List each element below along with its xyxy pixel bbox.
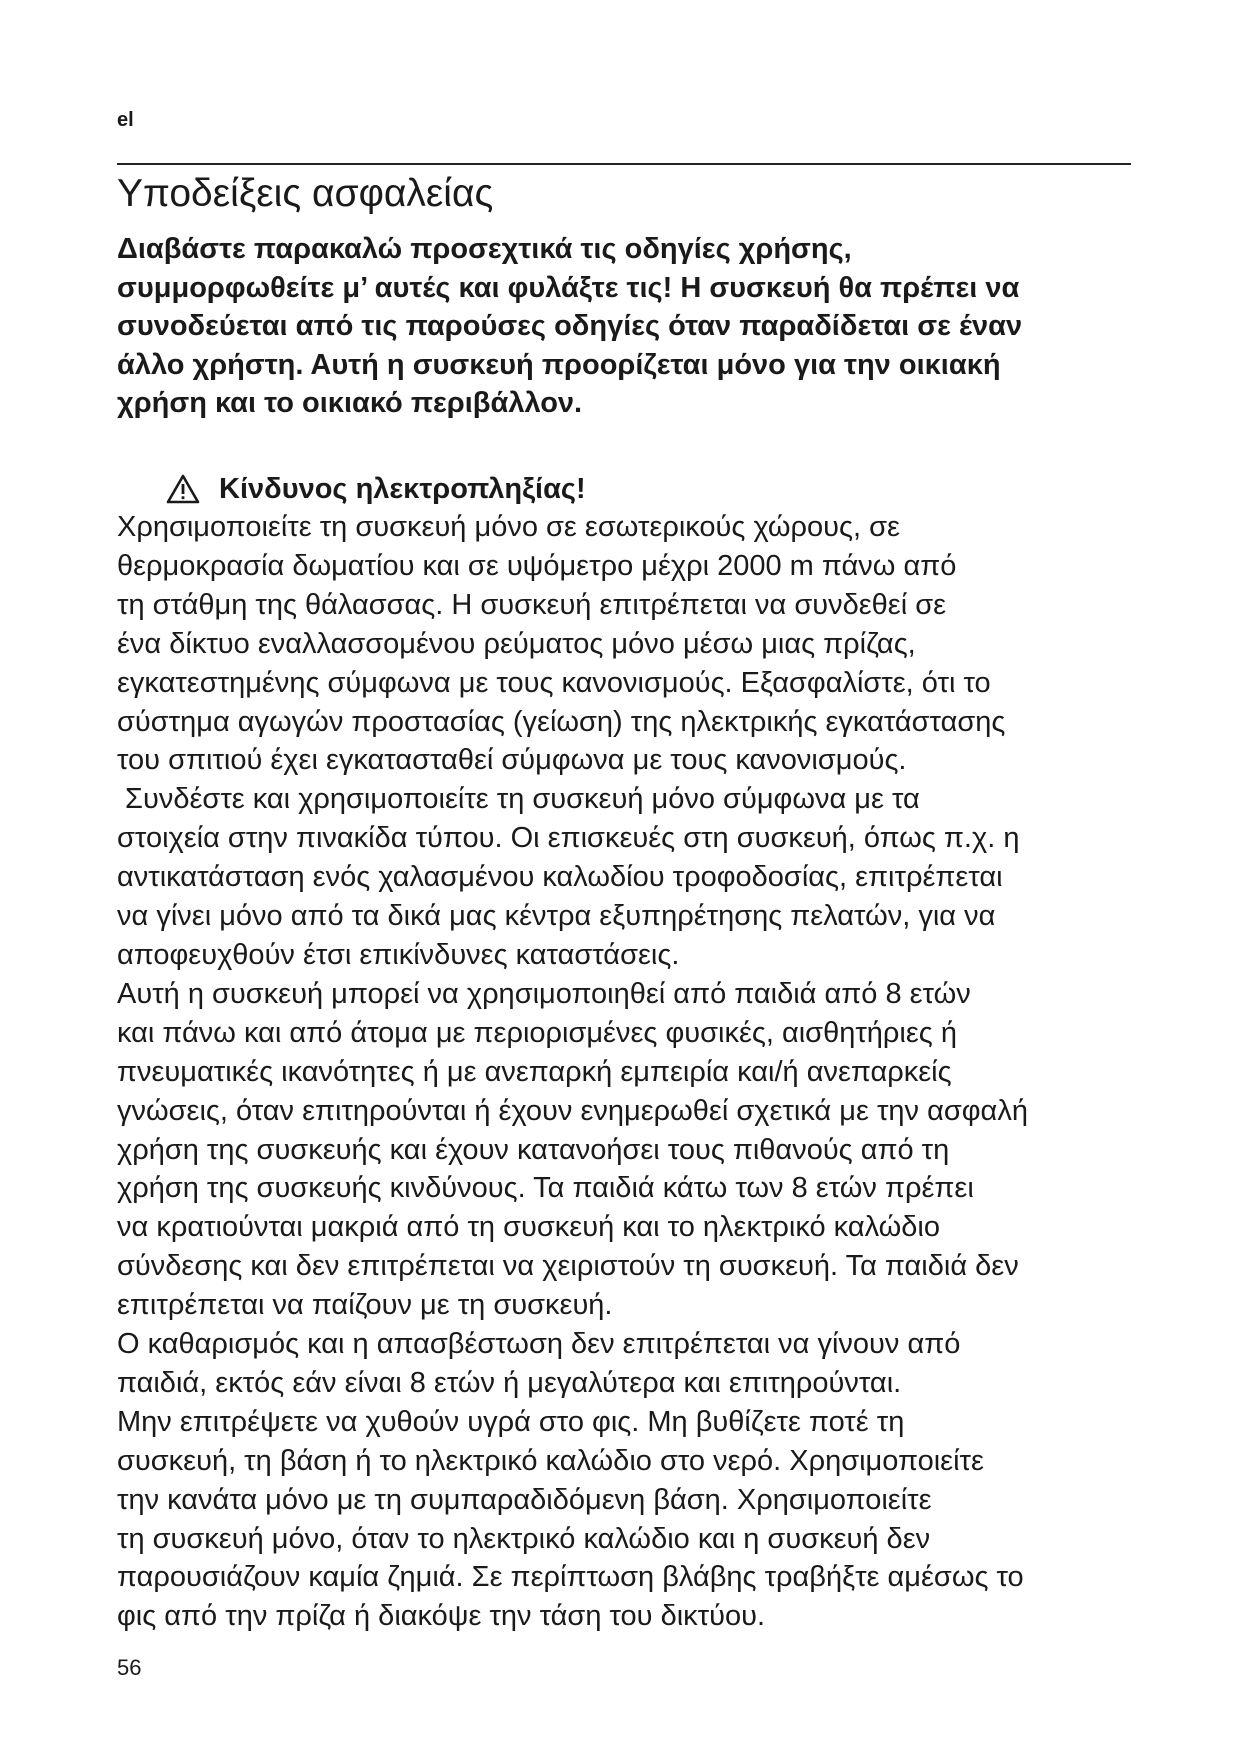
warning-heading-text: Κίνδυνος ηλεκτροπληξίας! bbox=[219, 473, 586, 505]
body-line: Μην επιτρέψετε να χυθούν υγρά στο φις. Μη βυθίζετε ποτέ τη bbox=[117, 1405, 905, 1438]
body-line: αντικατάσταση ενός χαλασμένου καλωδίου τροφοδοσίας, επιτρέπεται bbox=[117, 861, 1003, 894]
body-line: αποφευχθούν έτσι επικίνδυνες καταστάσεις. bbox=[117, 938, 680, 971]
body-line: σύστημα αγωγών προστασίας (γείωση) της ηλεκτρικής εγκατάστασης bbox=[117, 705, 1006, 738]
section-title: Υποδείξεις ασφαλείας bbox=[117, 172, 494, 215]
body-line: Χρησιμοποιείτε τη συσκευή μόνο σε εσωτερικούς χώρους, σε bbox=[117, 511, 900, 543]
body-line: του σπιτιού έχει εγκατασταθεί σύμφωνα με τους κανονισμούς. bbox=[117, 744, 907, 777]
warning-heading bbox=[166, 470, 586, 508]
body-line: στοιχεία στην πινακίδα τύπου. Οι επισκευές στη συσκευή, όπως π.χ. η bbox=[117, 822, 1020, 855]
body-line: να κρατιούνται μακριά από τη συσκευή και το ηλεκτρικό καλώδιο bbox=[117, 1211, 941, 1244]
body-line: παιδιά, εκτός εάν είναι 8 ετών ή μεγαλύτερα και επιτηρούνται. bbox=[117, 1366, 902, 1399]
header-divider bbox=[117, 163, 1131, 165]
body-line: τη στάθμη της θάλασσας. Η συσκευή επιτρέπεται να συνδεθεί σε bbox=[117, 588, 947, 621]
body-line: θερμοκρασία δωματίου και σε υψόμετρο μέχρι 2000 m πάνω από bbox=[117, 549, 957, 582]
warning-triangle-icon bbox=[166, 474, 200, 504]
body-line: παρουσιάζουν καμία ζημιά. Σε περίπτωση βλάβης τραβήξτε αμέσως το bbox=[117, 1561, 1024, 1594]
body-line: τη συσκευή μόνο, όταν το ηλεκτρικό καλώδιο και η συσκευή δεν bbox=[117, 1522, 931, 1555]
body-line: συσκευή, τη βάση ή το ηλεκτρικό καλώδιο στο νερό. Χρησιμοποιείτε bbox=[117, 1444, 984, 1477]
body-line: γνώσεις, όταν επιτηρούνται ή έχουν ενημερωθεί σχετικά με την ασφαλή bbox=[117, 1094, 1028, 1127]
body-line: Αυτή η συσκευή μπορεί να χρησιμοποιηθεί από παιδιά από 8 ετών bbox=[117, 977, 971, 1010]
intro-line: άλλο χρήστη. Αυτή η συσκευή προορίζεται μόνο για την οικιακή bbox=[117, 348, 1001, 381]
safety-body-text bbox=[117, 508, 1028, 1636]
intro-line: συμμορφωθείτε μ’ αυτές και φυλάξτε τις! Η συσκευή θα πρέπει να bbox=[117, 271, 1020, 304]
page-number: 56 bbox=[117, 1655, 142, 1680]
body-line: να γίνει μόνο από τα δικά μας κέντρα εξυπηρέτησης πελατών, για να bbox=[117, 900, 996, 933]
body-line: Συνδέστε και χρησιμοποιείτε τη συσκευή μόνο σύμφωνα με τα bbox=[117, 783, 920, 816]
body-line: την κανάτα μόνο με τη συμπαραδιδόμενη βάση. Χρησιμοποιείτε bbox=[117, 1483, 932, 1516]
intro-line: Διαβάστε παρακαλώ προσεχτικά τις οδηγίες χρήσης, bbox=[117, 233, 852, 265]
body-line: και πάνω και από άτομα με περιορισμένες φυσικές, αισθητήριες ή bbox=[117, 1016, 957, 1049]
body-line: σύνδεσης και δεν επιτρέπεται να χειριστούν τη συσκευή. Τα παιδιά δεν bbox=[117, 1250, 1019, 1283]
language-tag: el bbox=[117, 109, 134, 131]
body-line: ένα δίκτυο εναλλασσομένου ρεύματος μόνο μέσω μιας πρίζας, bbox=[117, 627, 916, 660]
body-line: χρήση της συσκευής και έχουν κατανοήσει τους πιθανούς από τη bbox=[117, 1133, 950, 1166]
body-line: επιτρέπεται να παίζουν με τη συσκευή. bbox=[117, 1289, 613, 1322]
body-line: φις από την πρίζα ή διακόψε την τάση του δικτύου. bbox=[117, 1600, 766, 1633]
body-line: εγκατεστημένης σύμφωνα με τους κανονισμούς. Εξασφαλίστε, ότι το bbox=[117, 666, 991, 699]
intro-line: χρήση και το οικιακό περιβάλλον. bbox=[117, 387, 583, 420]
body-line: χρήση της συσκευής κινδύνους. Τα παιδιά κάτω των 8 ετών πρέπει bbox=[117, 1172, 974, 1205]
body-line: πνευματικές ικανότητες ή με ανεπαρκή εμπειρία και/ή ανεπαρκείς bbox=[117, 1055, 952, 1088]
intro-line: συνοδεύεται από τις παρούσες οδηγίες όταν παραδίδεται σε έναν bbox=[117, 310, 1023, 343]
body-line: Ο καθαρισμός και η απασβέστωση δεν επιτρέπεται να γίνουν από bbox=[117, 1328, 961, 1361]
intro-paragraph bbox=[117, 230, 1022, 423]
